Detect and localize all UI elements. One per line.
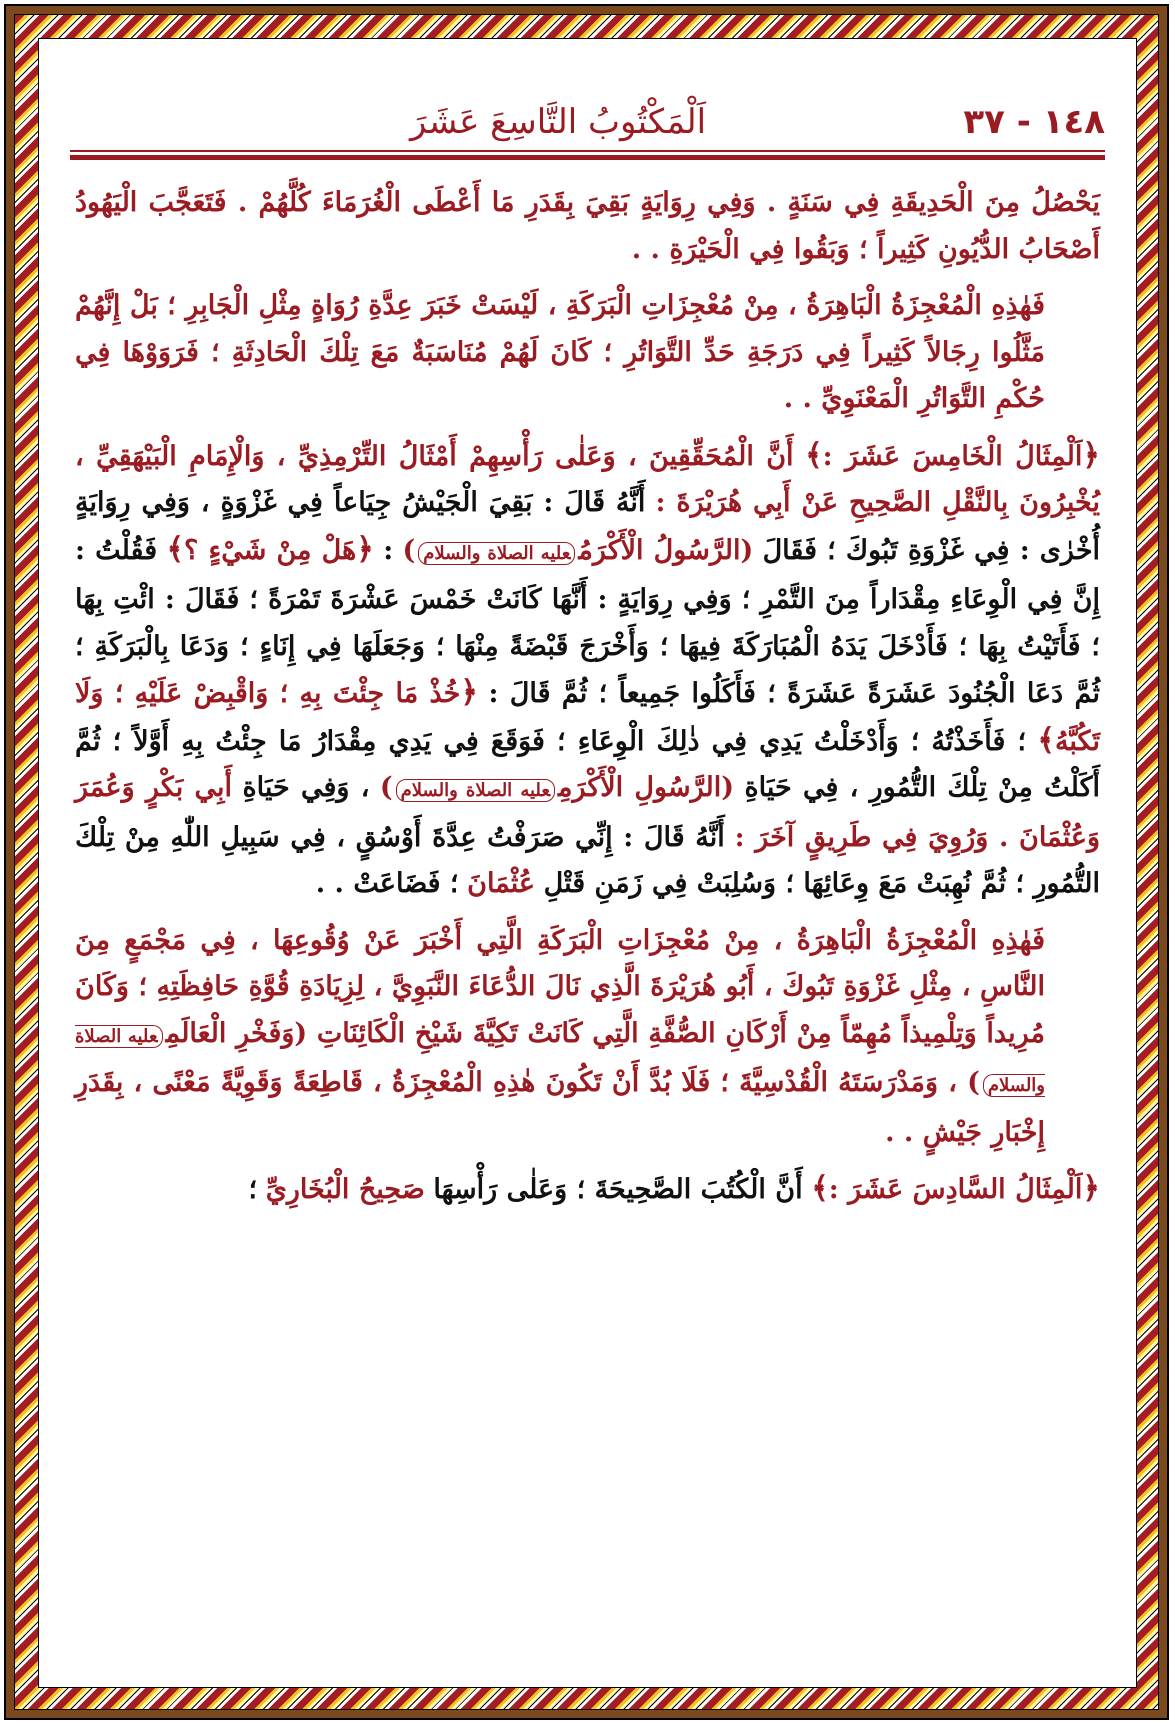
- narration-text: فَقُلْتُ : إِنَّ فِي الْوِعَاءِ مِقْدَاراً مِنَ التَّمْرِ ؛ وَفِي رِوَايَةٍ : أَنَّهَا كَانَتْ خَمْسَ عَشْرَةَ تَمْرَةً ؛ فَقَالَ : ائْتِ بِهَا ؛ فَأَتَيْتُ بِهَا ؛ فَأَدْخَلَ يَدَهُ الْمُبَارَكَةَ فِيهَا ؛ وَأَخْرَجَ قَبْضَةً مِنْهَا ؛ وَجَعَلَهَا فِي إِنَاءٍ ؛ وَدَعَا بِالْبَرَكَةِ ؛ ثُمَّ دَعَا الْجُنُودَ عَشَرَةً عَشَرَةً ؛ فَأَكَلُوا جَمِيعاً ؛ ثُمَّ قَالَ :: [75, 534, 1100, 709]
- uthman-name: عُثْمَانَ: [467, 868, 536, 899]
- narration-text: أَنَّهُ قَالَ : إِنِّي صَرَفْتُ عِدَّةَ أَوْسُقٍ ، فِي سَبِيلِ اللّٰهِ مِنْ تِلْكَ التُّمُورِ ؛ ثُمَّ نُهِبَتْ مَعَ وِعَائِهَا ؛ وَسُلِبَتْ فِي زَمَنِ قَتْلِ: [75, 821, 1100, 899]
- ornament-open-icon: ﴿: [1082, 1171, 1100, 1206]
- quote-2: خُذْ مَا جِئْتَ بِهِ ؛ وَاقْبِضْ عَلَيْهِ ؛ وَلَا تَكُبَّهُ: [75, 678, 1100, 757]
- page-header: [70, 92, 1105, 152]
- example-16-heading: اَلْمِثَالُ السَّادِسَ عَشَرَ :: [828, 1174, 1083, 1205]
- ornament-open-icon: ﴿: [1082, 437, 1100, 473]
- honorific-icon: عليه الصلاة والسلام: [396, 779, 555, 802]
- quote-1: هَلْ مِنْ شَيْءٍ ؟: [184, 534, 357, 566]
- narration-text: ؛ فَضَاعَتْ . .: [315, 868, 459, 899]
- colon: :: [383, 534, 394, 566]
- fakhr-alam: وَفَخْرِ الْعَالَمِ: [165, 1017, 295, 1049]
- chapter-title: اَلْمَكْتُوبُ التَّاسِعَ عَشَرَ: [410, 102, 707, 142]
- header-rule-thick: [70, 155, 1105, 160]
- ornament-close-icon: ﴾: [1037, 722, 1055, 758]
- ornament-open-icon: ﴿: [356, 531, 374, 567]
- bukhari-name: صَحِيحُ الْبُخَارِيِّ: [265, 1174, 425, 1205]
- narration-text: ؛ فَأَخَذْتُهُ ؛ وَأَدْخَلْتُ يَدِي فِي ذٰلِكَ الْوِعَاءِ ؛ فَوَقَعَ فِي يَدِي مِقْدَارُ مَا جِئْتُ بِهِ أَوَّلاً ؛ ثُمَّ أَكَلْتُ مِنْ تِلْكَ التُّمُورِ ، فِي حَيَاةِ: [75, 725, 1100, 803]
- conclusion-text: فَهٰذِهِ الْمُعْجِزَةُ الْبَاهِرَةُ ، مِنْ مُعْجِزَاتِ الْبَرَكَةِ الَّتِي أَخْبَرَ عَنْ وُقُوعِهَا ، فِي مَجْمَعٍ مِنَ النَّاسِ ، مِثْلِ غَزْوَةِ تَبُوكَ ، أَبُو هُرَيْرَةَ الَّذِي نَالَ الدُّعَاءَ النَّبَوِيَّ ، لِزِيَادَةِ قُوَّةِ حَافِظَتِهِ ؛ وَكَانَ مُرِيداً وَتِلْمِيذاً مُهِمّاً مِنْ أَرْكَانِ الصُّفَّةِ الَّتِي كَانَتْ تَكِيَّةَ شَيْخِ الْكَائِنَاتِ: [75, 924, 1045, 1049]
- paragraph-5: [75, 1166, 1100, 1214]
- conclusion-text: ، وَمَدْرَسَتَهُ الْقُدْسِيَّةَ ؛ فَلَا بُدَّ أَنْ تَكُونَ هٰذِهِ الْمُعْجِزَةُ ، قَاطِعَةً وَقَوِيَّةً مَعْنًى ، بِقَدَرِ إِخْبَارِ جَيْشٍ . .: [75, 1067, 1045, 1148]
- narration-text: أَنَّهُ قَالَ : بَقِيَ الْجَيْشُ جِيَاعاً فِي غَزْوَةٍ ، وَفِي رِوَايَةٍ أُخْرٰى : فِي غَزْوَةِ تَبُوكَ ؛ فَقَالَ: [75, 487, 1101, 566]
- ornament-close-icon: ﴾: [811, 1171, 829, 1206]
- paragraph-4: فَهٰذِهِ الْمُعْجِزَةُ الْبَاهِرَةُ ، مِنْ مُعْجِزَاتِ الْبَرَكَةِ الَّتِي أَخْبَرَ عَنْ وُقُوعِهَا ، فِي مَجْمَعٍ مِنَ النَّاسِ ، مِثْلِ غَزْوَةِ تَبُوكَ ، أَبُو هُرَيْرَةَ الَّذِي نَالَ الدُّعَاءَ النَّبَوِيَّ ، لِزِيَادَةِ قُوَّةِ حَافِظَتِهِ ؛ وَكَانَ مُرِيداً وَتِلْمِيذاً مُهِمّاً مِنْ أَرْكَانِ الصُّفَّةِ الَّتِي كَانَتْ تَكِيَّةَ شَيْخِ الْكَائِنَاتِ (وَفَخْرِ الْعَالَمِعليه الصلاة والسلام) ، وَمَدْرَسَتَهُ الْقُدْسِيَّةَ ؛ فَلَا بُدَّ أَنْ تَكُونَ هٰذِهِ الْمُعْجِزَةُ ، قَاطِعَةً وَقَوِيَّةً مَعْنًى ، بِقَدَرِ إِخْبَارِ جَيْشٍ . .: [75, 924, 1045, 1148]
- honorific-icon: عليه الصلاة والسلام: [75, 1025, 1045, 1096]
- prophet-label: الرَّسُولُ الْأَكْرَمُ: [578, 534, 741, 566]
- honorific-icon: عليه الصلاة والسلام: [418, 542, 575, 565]
- paragraph-3: [75, 433, 1100, 908]
- prophet-label: الرَّسُولِ الْأَكْرَمِ: [558, 772, 722, 803]
- example-15-heading: اَلْمِثَالُ الْخَامِسَ عَشَرَ :: [822, 440, 1083, 472]
- example-15-intro: أَنَّ الْمُحَقِّقِينَ ، وَعَلٰى رَأْسِهِمْ أَمْثَالُ التِّرْمِذِيِّ ، وَالْإِمَامِ الْبَيْهَقِيِّ ، يُخْبِرُونَ بِالنَّقْلِ الصَّحِيحِ عَنْ أَبِي هُرَيْرَةَ :: [75, 440, 1100, 518]
- page-number: ١٤٨ - ٣٧: [963, 102, 1105, 142]
- ornament-open-icon: ﴿: [460, 675, 478, 710]
- narration-text: ، وَفِي حَيَاةِ: [242, 772, 370, 803]
- caliphs-names: أَبِي بَكْرٍ وَعُمَرَ وَعُثْمَانَ . وَرُوِيَ فِي طَرِيقٍ آخَرَ :: [75, 772, 1100, 853]
- narration-text: أَنَّ الْكُتُبَ الصَّحِيحَةَ ؛ وَعَلٰى رَأْسِهَا: [433, 1174, 803, 1205]
- header-rule-thin: [70, 150, 1105, 152]
- ornament-close-icon: ﴾: [805, 437, 823, 473]
- paragraph-2: فَهٰذِهِ الْمُعْجِزَةُ الْبَاهِرَةُ ، مِنْ مُعْجِزَاتِ الْبَرَكَةِ ، لَيْسَتْ خَبَرَ عِدَّةِ رُوَاةٍ مِثْلِ الْجَابِرِ ؛ بَلْ إِنَّهُمْ مَثَّلُوا رِجَالاً كَثِيراً فِي دَرَجَةِ حَدِّ التَّوَاتُرِ ؛ كَانَ لَهُمْ مُنَاسَبَةٌ مَعَ تِلْكَ الْحَادِثَةِ ؛ فَرَوَوْهَا فِي حُكْمِ التَّوَاتُرِ الْمَعْنَوِيِّ . .: [75, 290, 1045, 414]
- paragraph-1: يَحْصُلُ مِنَ الْحَدِيقَةِ فِي سَنَةٍ . وَفِي رِوَايَةٍ بَقِيَ بِقَدَرِ مَا أَعْطَى الْغُرَمَاءَ كُلَّهُمْ . فَتَعَجَّبَ الْيَهُودُ أَصْحَابُ الدُّيُونِ كَثِيراً ؛ وَبَقُوا فِي الْحَيْرَةِ . .: [75, 187, 1100, 265]
- semicolon: ؛: [248, 1174, 258, 1205]
- prophet-name: (الرَّسُولِ الْأَكْرَمِعليه الصلاة والسلام): [379, 772, 735, 803]
- prophet-name: (الرَّسُولُ الْأَكْرَمُعليه الصلاة والسلام): [402, 534, 754, 566]
- ornament-close-icon: ﴾: [166, 531, 185, 567]
- document-content: [75, 180, 1100, 1224]
